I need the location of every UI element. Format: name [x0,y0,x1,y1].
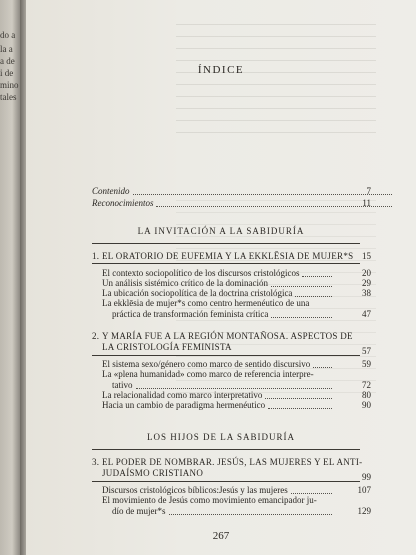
toc-page-number: 59 [362,359,371,369]
chapter-number: 1. [92,251,100,261]
toc-front-entry: Reconocimientos [92,198,154,208]
chapter-rule [92,263,360,264]
toc-entry: El contexto sociopolítico de los discursos cristológicos [102,268,300,278]
toc-page-number: 90 [362,400,371,410]
toc-page-number: 20 [362,268,371,278]
dot-leader [169,514,332,515]
toc-page-number: 15 [362,251,371,261]
section-rule [92,243,360,244]
page-number: 267 [212,530,230,542]
toc-page-number: 29 [362,278,371,288]
toc-entry: Hacia un cambio de paradigma hermenéutico [102,400,266,410]
chapter-number: 3. [92,457,100,467]
dot-leader [291,493,332,494]
left-page-fragment: mino [0,80,19,90]
toc-page-number: 11 [362,198,371,208]
toc-entry: El sistema sexo/género como marco de sentido discursivo [102,359,311,369]
index-page [26,0,416,555]
left-page-fragment: i de [0,68,14,78]
section-heading: LA INVITACIÓN A LA SABIDURÍA [137,226,305,236]
toc-entry: práctica de transformación feminista crítica [112,309,269,319]
dot-leader [265,398,332,399]
dot-leader [136,388,332,389]
toc-entry: La relacionalidad como marco interpretativo [102,390,263,400]
toc-page-number: 129 [357,506,371,516]
chapter-number: 2. [92,331,100,341]
toc-page-number: 7 [366,186,371,196]
bleed-through-texture [176,24,376,144]
chapter-title: Y MARÍA FUE A LA REGIÓN MONTAÑOSA. ASPECTOS DE [102,331,353,341]
chapter-title: EL ORATORIO DE EUFEMIA Y LA EKKLĒSIA DE MUJER*S [102,251,354,261]
chapter-title: JUDAÍSMO CRISTIANO [102,468,204,478]
toc-page-number: 72 [362,380,371,390]
toc-page-number: 38 [362,288,371,298]
dot-leader [156,206,392,207]
dot-leader [133,194,392,195]
dot-leader [295,296,332,297]
toc-page-number: 99 [362,472,371,482]
toc-entry: Discursos cristológicos bíblicos:Jesús y las mujeres [102,485,288,495]
chapter-title: EL PODER DE NOMBRAR. JESÚS, LAS MUJERES Y EL ANTI- [102,457,363,467]
left-page-edge [0,0,20,555]
toc-entry: La ubicación sociopolítica de la doctrina cristológica [102,288,293,298]
chapter-rule [92,355,360,356]
toc-entry: La «plena humanidad» como marco de referencia interpre- [102,369,314,379]
toc-entry: El movimiento de Jesús como movimiento emancipador ju- [102,495,317,505]
toc-entry: La ekklēsia de mujer*s como centro hermenéutico de una [102,298,310,308]
dot-leader [302,276,332,277]
toc-page-number: 57 [362,346,371,356]
chapter-rule [92,481,360,482]
toc-entry: Un análisis sistémico crítico de la dominación [102,278,268,288]
toc-entry: tativo [112,380,133,390]
left-page-fragment: a de [0,56,15,66]
toc-page-number: 107 [357,485,371,495]
dot-leader [271,286,332,287]
left-page-fragment: tales [0,92,17,102]
toc-page-number: 80 [362,390,371,400]
page-title: ÍNDICE [197,64,245,76]
left-page-fragment: do a [0,30,16,40]
toc-front-entry: Contenido [92,186,130,196]
section-rule [92,449,360,450]
toc-page-number: 47 [362,309,371,319]
section-heading: LOS HIJOS DE LA SABIDURÍA [146,432,295,442]
chapter-title: LA CRISTOLOGÍA FEMINISTA [102,342,232,352]
left-page-fragment: la a [0,44,13,54]
dot-leader [313,367,332,368]
dot-leader [268,408,332,409]
dot-leader [271,317,332,318]
toc-entry: dío de mujer*s [112,506,166,516]
